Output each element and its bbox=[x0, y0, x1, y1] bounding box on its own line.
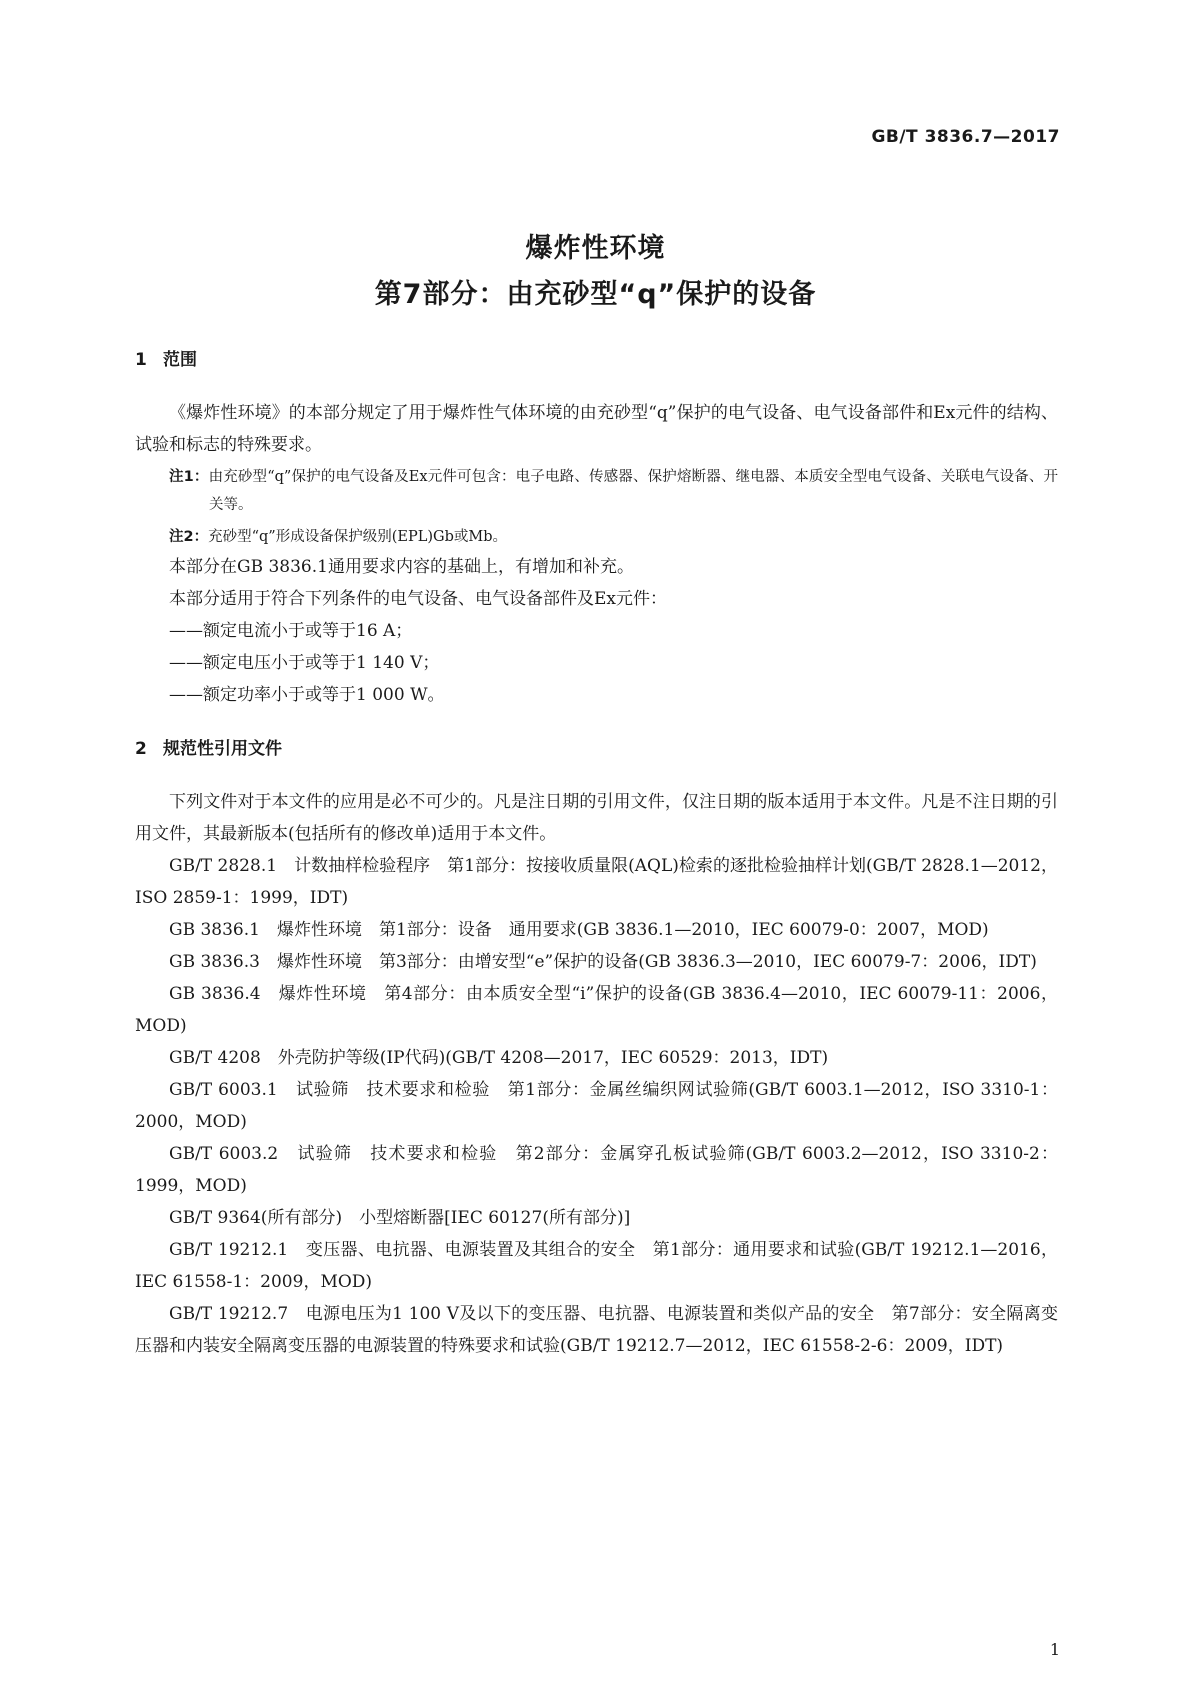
document-title-line2: 第7部分：由充砂型“q”保护的设备 bbox=[374, 279, 817, 310]
note-2-text: 充砂型“q”形成设备保护级别(EPL)Gb或Mb。 bbox=[208, 529, 507, 545]
note-1-label: 注1： bbox=[169, 469, 209, 485]
note-1-text: 由充砂型“q”保护的电气设备及Ex元件可包含：电子电路、传感器、保护熔断器、继电器、本质安全型电气设备、关联电气设备、开关等。 bbox=[208, 469, 1058, 513]
references-intro: 下列文件对于本文件的应用是必不可少的。凡是注日期的引用文件，仅注日期的版本适用于本文件。凡是不注日期的引用文件，其最新版本(包括所有的修改单)适用于本文件。 bbox=[135, 792, 1058, 844]
reference-item: GB/T 19212.7 电源电压为1 100 V及以下的变压器、电抗器、电源装置和类似产品的安全 第7部分：安全隔离变压器和内装安全隔离变压器的电源装置的特殊要求和试验(GB/T 19212.7—2012，IEC 61558-2-6：2009，IDT) bbox=[135, 1304, 1058, 1356]
reference-item: GB/T 6003.1 试验筛 技术要求和检验 第1部分：金属丝编织网试验筛(GB/T 6003.1—2012，ISO 3310-1：2000，MOD) bbox=[135, 1080, 1058, 1132]
section-2-heading bbox=[135, 734, 282, 759]
standard-code: GB/T 3836.7—2017 bbox=[871, 127, 1060, 147]
list-item: ——额定电压小于或等于1 140 V； bbox=[169, 653, 440, 673]
reference-item: GB/T 6003.2 试验筛 技术要求和检验 第2部分：金属穿孔板试验筛(GB/T 6003.2—2012，ISO 3310-2：1999，MOD) bbox=[135, 1144, 1058, 1196]
reference-item: GB 3836.4 爆炸性环境 第4部分：由本质安全型“i”保护的设备(GB 3836.4—2010，IEC 60079-11：2006，MOD) bbox=[135, 984, 1058, 1036]
reference-item: GB/T 2828.1 计数抽样检验程序 第1部分：按接收质量限(AQL)检索的逐批检验抽样计划(GB/T 2828.1—2012，ISO 2859-1：1999，IDT) bbox=[135, 856, 1058, 908]
section-2-title: 规范性引用文件 bbox=[163, 739, 282, 759]
page-number: 1 bbox=[1049, 1640, 1060, 1659]
list-item: ——额定功率小于或等于1 000 W。 bbox=[169, 685, 445, 705]
document-title-line1: 爆炸性环境 bbox=[525, 233, 666, 264]
reference-item: GB 3836.3 爆炸性环境 第3部分：由增安型“e”保护的设备(GB 3836.3—2010，IEC 60079-7：2006，IDT) bbox=[169, 952, 1037, 972]
note-2-label: 注2： bbox=[169, 529, 209, 545]
reference-item: GB/T 19212.1 变压器、电抗器、电源装置及其组合的安全 第1部分：通用要求和试验(GB/T 19212.1—2016，IEC 61558-1：2009，MOD) bbox=[135, 1240, 1058, 1292]
note-1 bbox=[135, 463, 1058, 519]
section-2-body bbox=[135, 786, 1058, 1362]
section-1-title: 范围 bbox=[163, 350, 197, 370]
scope-paragraph-2: 本部分在GB 3836.1通用要求内容的基础上，有增加和补充。 bbox=[169, 557, 634, 577]
section-1-number: 1 bbox=[135, 350, 147, 370]
reference-item: GB 3836.1 爆炸性环境 第1部分：设备 通用要求(GB 3836.1—2010，IEC 60079-0：2007，MOD) bbox=[169, 920, 989, 940]
scope-paragraph: 《爆炸性环境》的本部分规定了用于爆炸性气体环境的由充砂型“q”保护的电气设备、电气设备部件和Ex元件的结构、试验和标志的特殊要求。 bbox=[135, 403, 1058, 455]
section-1-heading bbox=[135, 345, 197, 370]
reference-item: GB/T 9364(所有部分) 小型熔断器[IEC 60127(所有部分)] bbox=[169, 1208, 631, 1228]
section-1-body bbox=[135, 397, 1058, 711]
reference-item: GB/T 4208 外壳防护等级(IP代码)(GB/T 4208—2017，IEC 60529：2013，IDT) bbox=[169, 1048, 829, 1068]
list-item: ——额定电流小于或等于16 A； bbox=[169, 621, 413, 641]
section-2-number: 2 bbox=[135, 739, 147, 759]
note-2 bbox=[135, 523, 1058, 551]
scope-paragraph-3: 本部分适用于符合下列条件的电气设备、电气设备部件及Ex元件： bbox=[169, 589, 667, 609]
